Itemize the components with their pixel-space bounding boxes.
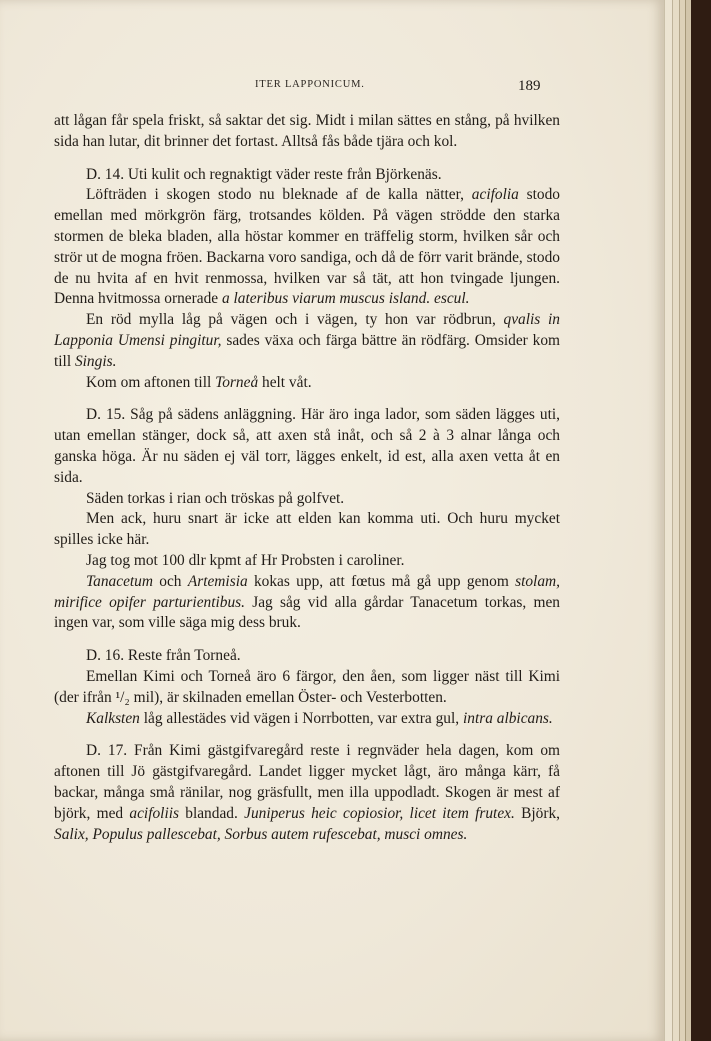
paragraph-4: En röd mylla låg på vägen och i vägen, ty hon var rödbrun, qvalis in Lapponia Umensi pingitur, sades växa och färga bättre än rödfärg. Omsider kom till Singis. (54, 311, 560, 370)
paragraph-14: D. 17. Från Kimi gästgifvaregård reste i regnväder hela dagen, kom om aftonen till Jö gästgifvaregård. Landet ligger mycket lågt, äro många kärr, få backar, många små ränilar, nog gräsfullt, men illa uppodladt. Skogen är mest af björk, med acifoliis blandad. Juniperus heic copiosior, licet item frutex. Björk, Salix, Populus pallescebat, Sorbus autem rufescebat, musci omnes. (54, 742, 561, 843)
paragraph-5: Kom om aftonen till Torneå helt våt. (86, 373, 312, 391)
paragraph-13: Kalksten låg allestädes vid vägen i Norrbotten, var extra gul, intra albicans. (86, 709, 553, 727)
paragraph-12: Emellan Kimi och Torneå äro 6 färgor, den åen, som ligger näst till Kimi (der ifrån ¹/₂ mil), är skilnaden emellan Öster- och Vesterbotten. (54, 667, 560, 706)
paragraph-6: D. 15. Såg på sädens anläggning. Här äro inga lador, som säden lägges uti, utan emellan stänger, dock så, att axen stå inåt, och så 2 à 3 alnar långa och ganska höga. Är nu säden ej väl torr, lägges enkelt, id est, alla axen vetta åt en sida. (54, 406, 560, 486)
paragraph-1: att lågan får spela friskt, så saktar det sig. Midt i milan sättes en stång, på hvilken sida han lutar, dit brinner det fortast. Alltså fås både tjära och kol. (54, 112, 560, 150)
paragraph-9: Jag tog mot 100 dlr kpmt af Hr Probsten i caroliner. (86, 551, 405, 569)
running-head: ITER LAPPONICUM. (255, 79, 365, 90)
paragraph-11: D. 16. Reste från Torneå. (86, 647, 241, 665)
paragraph-2: D. 14. Uti kulit och regnaktigt väder reste från Björkenäs. (86, 165, 442, 183)
page-text (54, 111, 560, 845)
paragraph-10: Tanacetum och Artemisia kokas upp, att fœtus må gå upp genom stolam, mirifice opifer parturientibus. Jag såg vid alla gårdar Tanacetum torkas, men ingen var, som ville säga mig dess bruk. (54, 572, 560, 632)
book-cover-edge (691, 0, 711, 1041)
paragraph-8: Men ack, huru snart är icke att elden kan komma uti. Och huru mycket spilles icke här. (54, 510, 560, 549)
paragraph-7: Säden torkas i rian och tröskas på golfvet. (86, 489, 345, 507)
page-number: 189 (518, 78, 541, 94)
paragraph-3: Löfträden i skogen stodo nu bleknade af de kalla nätter, acifolia stodo emellan med mörkgrön färg, trotsandes kölden. På vägen strödde den starka stormen de bleka bladen, alla höstar kommer en träffelig storm, hvilken sår och strör ut de mogna fröen. Backarna voro sandiga, och då de förr varit brände, stodo de nu hvita af en hvit renmossa, hvilken var så tät, att hon tvingade ljungen. Denna hvitmossa ornerade a lateribus viarum muscus island. escul. (54, 186, 561, 308)
